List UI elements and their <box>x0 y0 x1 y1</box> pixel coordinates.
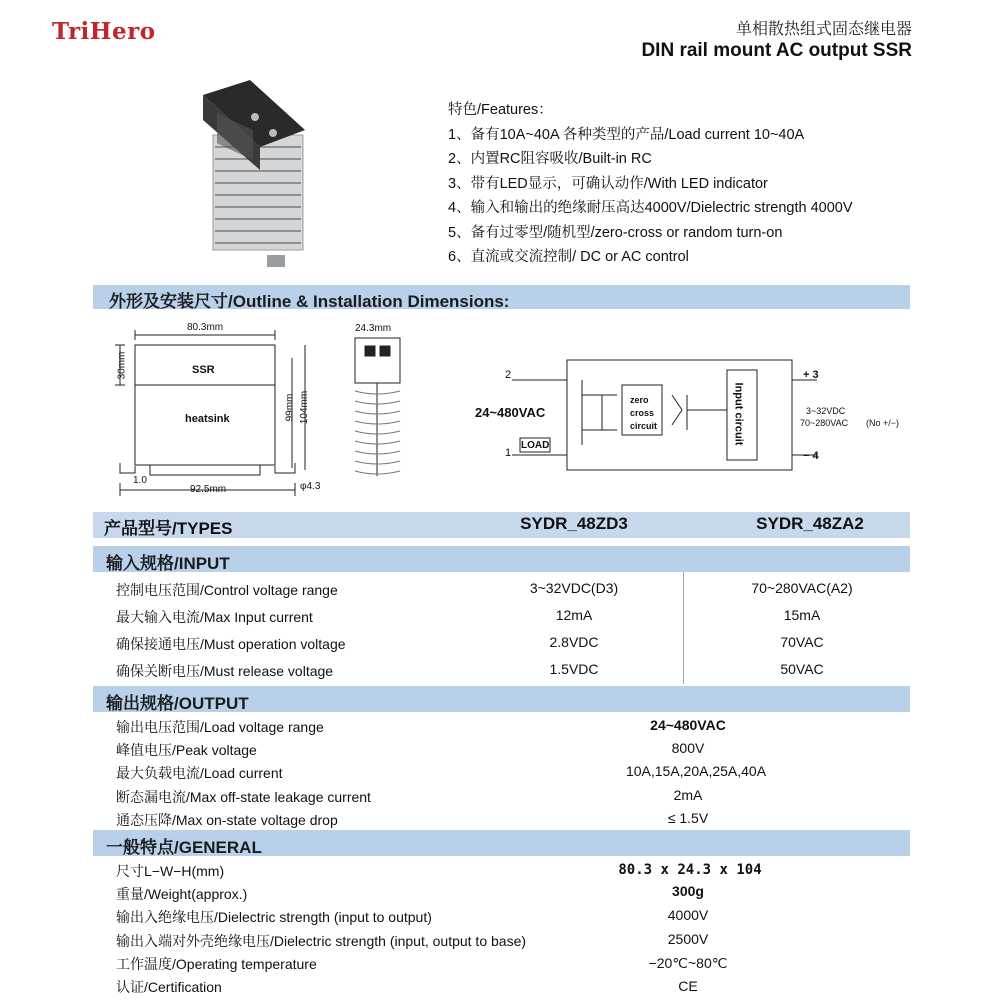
product-image <box>195 75 310 275</box>
input-circuit-label: Input circuit <box>732 382 745 446</box>
input-row-label: 控制电压范围/Control voltage range <box>116 582 338 598</box>
input-band <box>93 546 910 572</box>
brand-logo: TriHero <box>52 18 156 45</box>
general-row-label: 重量/Weight(approx.) <box>116 886 248 902</box>
dim-h2: 104mm <box>299 390 311 425</box>
output-row-label: 输出电压范围/Load voltage range <box>116 719 324 735</box>
input-row-value-1: 3~32VDC(D3) <box>529 580 619 596</box>
input-row-value-1: 2.8VDC <box>549 634 599 650</box>
control-polarity-note: (No +/−) <box>866 418 900 428</box>
zero-cross-label-3: circuit <box>630 421 658 431</box>
load-label: LOAD <box>521 440 550 451</box>
output-row-value: 10A,15A,20A,25A,40A <box>625 763 767 779</box>
input-row-value-2: 70VAC <box>780 634 824 650</box>
input-row-value-2: 50VAC <box>780 661 824 677</box>
feature-item: 2、内置RC阻容吸收/Built-in RC <box>448 151 652 167</box>
input-column-divider <box>683 572 684 684</box>
output-row-label: 峰值电压/Peak voltage <box>116 742 257 758</box>
type-col1: SYDR_48ZD3 <box>520 514 628 533</box>
general-heading: 一般特点/GENERAL <box>106 838 262 857</box>
terminal-2: 2 <box>505 369 512 381</box>
dim-top-height: 30mm <box>116 351 128 380</box>
general-row-value: 2500V <box>667 931 709 947</box>
general-row-label: 输出入端对外壳绝缘电压/Dielectric strength (input, output to base) <box>116 933 527 949</box>
general-row-value: 300g <box>672 883 704 899</box>
general-row-value: 4000V <box>667 907 709 923</box>
terminal-plus: + 3 <box>803 369 819 381</box>
output-row-label: 最大负载电流/Load current <box>116 765 283 781</box>
feature-item: 1、备有10A~40A 各种类型的产品/Load current 10~40A <box>448 126 805 143</box>
output-row-label: 通态压降/Max on-state voltage drop <box>116 812 338 828</box>
control-range-ac: 70~280VAC <box>800 418 849 428</box>
outline-heading-band <box>93 285 910 309</box>
zero-cross-label-1: zero <box>630 395 649 405</box>
side-view-drawing <box>345 336 410 481</box>
general-row-label: 认证/Certification <box>116 979 222 995</box>
outline-heading: 外形及安装尺寸/Outline & Installation Dimensions: <box>109 292 510 311</box>
feature-item: 4、输入和输出的绝缘耐压高达4000V/Dielectric strength 4000V <box>448 200 853 216</box>
general-band <box>93 830 910 856</box>
output-row-value: 800V <box>671 740 705 756</box>
input-row-value-2: 70~280VAC(A2) <box>751 580 853 596</box>
type-col2: SYDR_48ZA2 <box>756 514 864 533</box>
ssr-label: SSR <box>192 364 215 376</box>
zero-cross-label-2: cross <box>630 408 655 418</box>
features-title: 特色/Features： <box>448 102 553 118</box>
input-row-label: 确保接通电压/Must operation voltage <box>116 636 346 652</box>
dim-width: 80.3mm <box>187 322 224 333</box>
general-row-value: 80.3 x 24.3 x 104 <box>618 862 762 878</box>
output-band <box>93 686 910 712</box>
dim-hole: φ4.3 <box>300 481 321 492</box>
dim-side-width: 24.3mm <box>355 323 392 334</box>
terminal-1: 1 <box>505 447 512 459</box>
output-row-label: 断态漏电流/Max off-state leakage current <box>116 789 371 805</box>
terminal-minus: − 4 <box>803 450 819 462</box>
dim-left-offset: 1.0 <box>133 475 147 486</box>
input-row-value-2: 15mA <box>783 607 821 623</box>
output-row-value: 2mA <box>673 787 703 803</box>
feature-item: 3、带有LED显示，可确认动作/With LED indicator <box>448 175 768 192</box>
input-row-label: 确保关断电压/Must release voltage <box>116 663 334 679</box>
input-row-value-1: 1.5VDC <box>549 661 599 677</box>
general-row-label: 工作温度/Operating temperature <box>116 956 317 972</box>
input-row-value-1: 12mA <box>555 607 593 623</box>
control-range-dc: 3~32VDC <box>806 406 846 416</box>
page-title: DIN rail mount AC output SSR <box>641 40 912 61</box>
general-row-value: CE <box>678 978 698 994</box>
heatsink-label: heatsink <box>185 413 230 425</box>
general-row-value: −20℃~80℃ <box>648 955 728 971</box>
features-list <box>448 98 853 270</box>
dim-h1: 99mm <box>284 393 296 422</box>
general-row-label: 输出入绝缘电压/Dielectric strength (input to output) <box>116 909 432 925</box>
feature-item: 6、直流或交流控制/ DC or AC control <box>448 249 689 265</box>
types-label: 产品型号/TYPES <box>104 519 233 538</box>
output-row-value: 24~480VAC <box>650 717 726 733</box>
output-heading: 输出规格/OUTPUT <box>106 694 249 713</box>
input-heading: 输入规格/INPUT <box>106 554 230 573</box>
title-chinese: 单相散热组式固态继电器 <box>735 21 912 38</box>
circuit-voltage: 24~480VAC <box>475 405 546 420</box>
output-row-value: ≤ 1.5V <box>667 810 709 826</box>
input-row-label: 最大输入电流/Max Input current <box>116 609 313 625</box>
feature-item: 5、备有过零型/随机型/zero-cross or random turn-on <box>448 224 783 241</box>
dim-base-width: 92.5mm <box>190 484 227 495</box>
general-row-label: 尺寸L−W−H(mm) <box>116 863 225 879</box>
